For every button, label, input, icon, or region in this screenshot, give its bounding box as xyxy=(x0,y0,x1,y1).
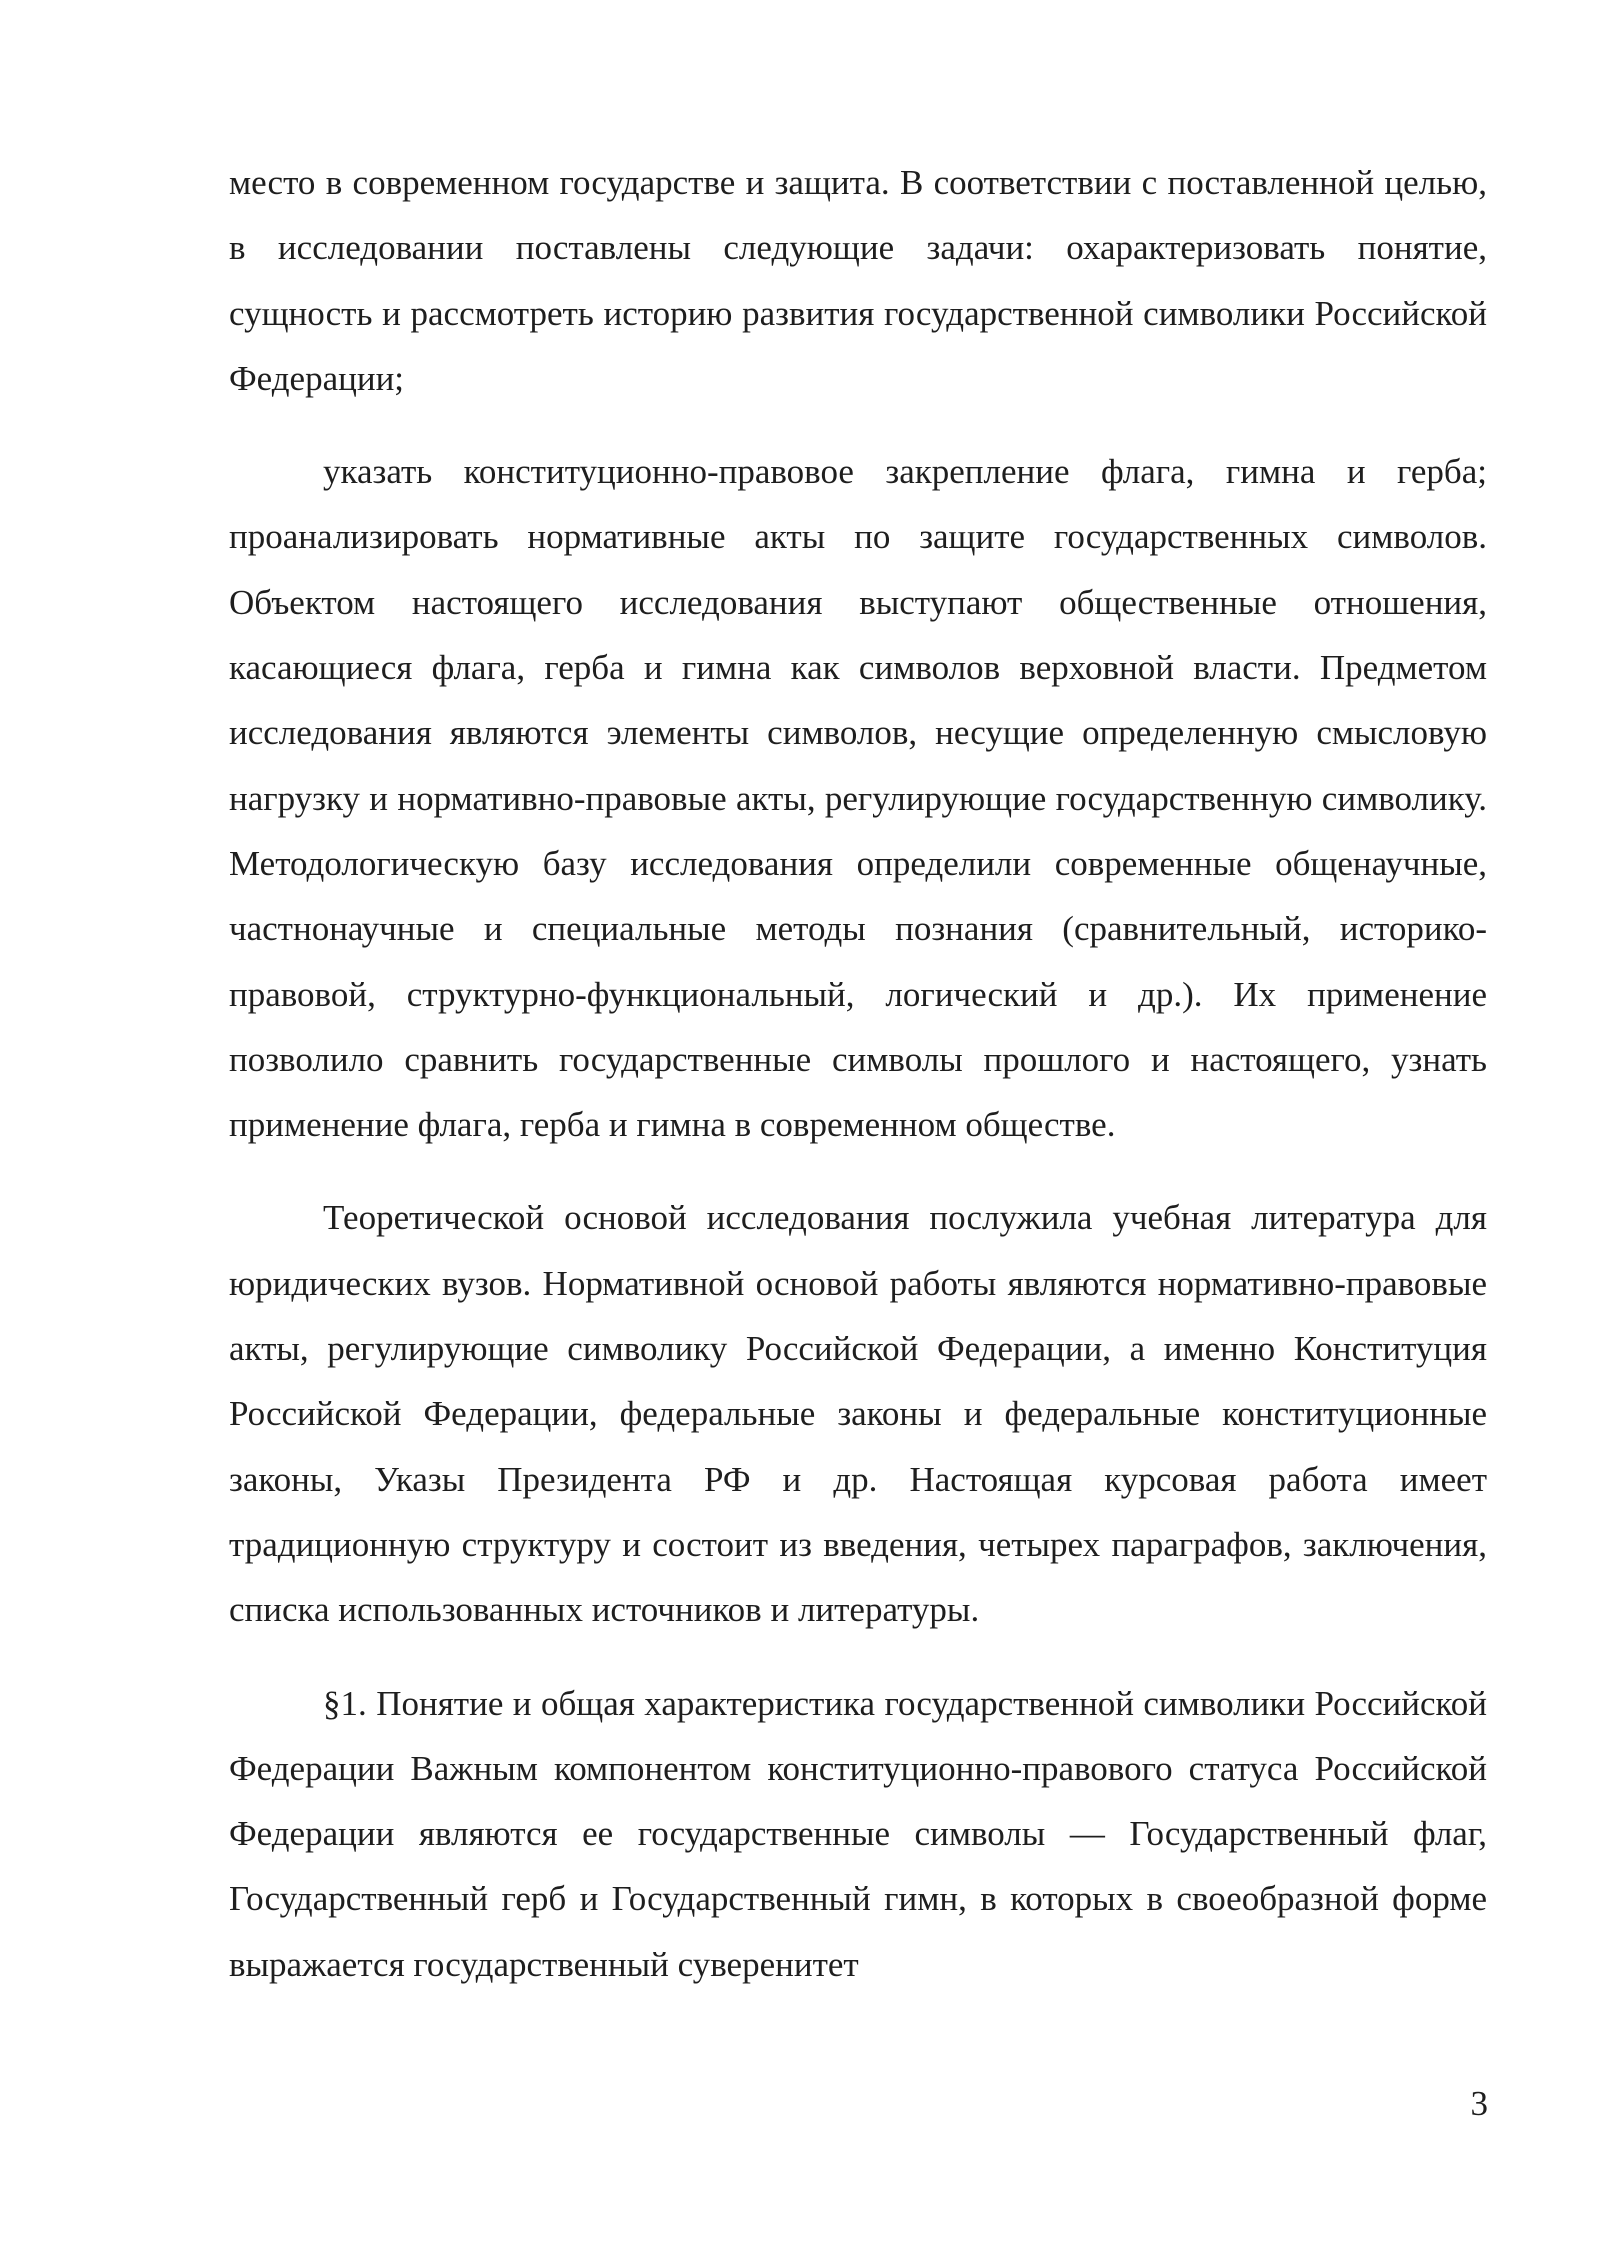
paragraph-section-1: §1. Понятие и общая характеристика государственной символики Российской Федерации Важным компонентом конституционно-правового статуса Российской Федерации являются ее государственные символы — Государственный флаг, Государственный герб и Государственный гимн, в которых в своеобразной форме выражается государственный суверенитет xyxy=(229,1683,1487,1984)
paragraph-goals: место в современном государстве и защита. В соответствии с поставленной целью, в исследовании поставлены следующие задачи: охарактеризовать понятие, сущность и рассмотреть историю развития государственной символики Российской Федерации; xyxy=(229,163,1487,398)
paragraph-object-subject-methods: указать конституционно-правовое закрепление флага, гимна и герба; проанализировать нормативные акты по защите государственных символов. Объектом настоящего исследования выступают общественные отношения, касающиеся флага, герба и гимна как символов верховной власти. Предметом исследования являются элементы символов, несущие определенную смысловую нагрузку и нормативно-правовые акты, регулирующие государственную символику. Методологическую базу исследования определили современные общенаучные, частнонаучные и специальные методы познания (сравнительный, историко-правовой, структурно-функциональный, логический и др.). Их применение позволило сравнить государственные символы прошлого и настоящего, узнать применение флага, герба и гимна в современном обществе. xyxy=(229,452,1487,1145)
document-body xyxy=(229,150,1487,1997)
page-number: 3 xyxy=(1470,2084,1488,2123)
paragraph-theoretical-basis: Теоретической основой исследования послужила учебная литература для юридических вузов. Нормативной основой работы являются нормативно-правовые акты, регулирующие символику Российской Федерации, а именно Конституция Российской Федерации, федеральные законы и федеральные конституционные законы, Указы Президента РФ и др. Настоящая курсовая работа имеет традиционную структуру и состоит из введения, четырех параграфов, заключения, списка использованных источников и литературы. xyxy=(229,1198,1487,1630)
